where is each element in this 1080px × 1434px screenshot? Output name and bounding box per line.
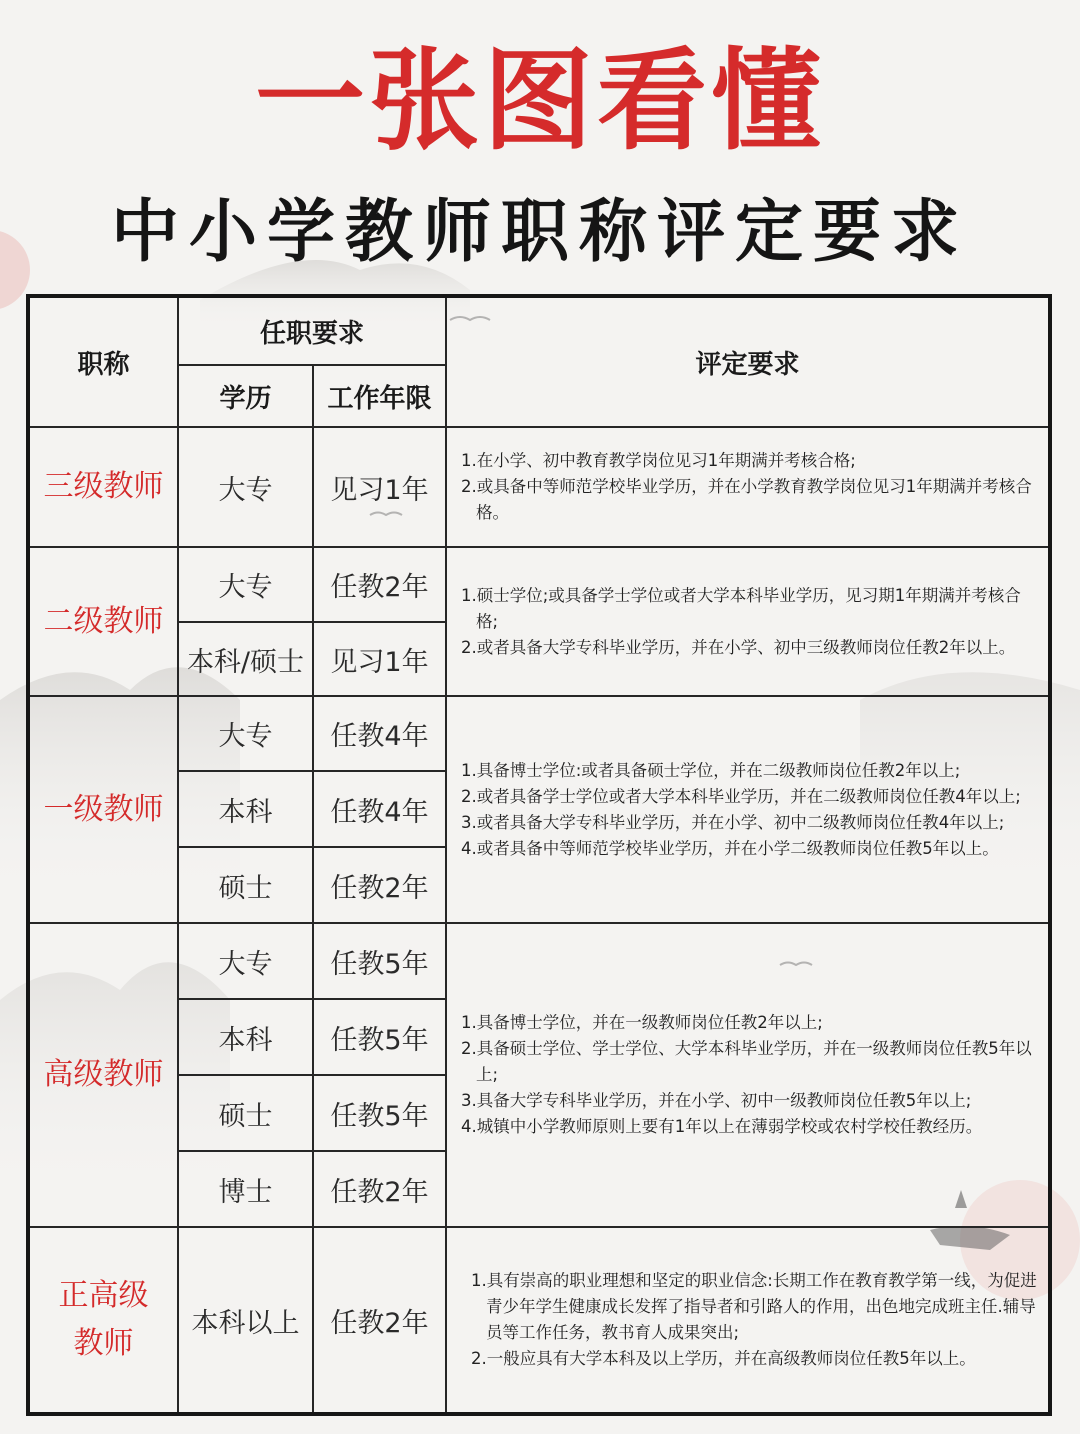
- requirement-item: 3.具备大学专科毕业学历，并在小学、初中一级教师岗位任教5年以上;: [461, 1091, 972, 1110]
- requirement-item: 1.具备博士学位:或者具备硕士学位，并在二级教师岗位任教2年以上;: [461, 760, 961, 780]
- page-title: 一张图看懂: [255, 37, 825, 165]
- years-cell: 任教2年: [330, 572, 429, 603]
- header-work-years: 工作年限: [327, 383, 432, 414]
- requirement-item: 1.在小学、初中教育教学岗位见习1年期满并考核合格;: [461, 451, 856, 470]
- requirements-level2: [447, 548, 1048, 695]
- title-line: 正高级: [58, 1278, 149, 1313]
- header-title-col: 职称: [77, 349, 130, 380]
- education-cell: 硕士: [218, 872, 273, 904]
- education-cell: 本科/硕士: [186, 646, 305, 678]
- title-level1: 一级教师: [43, 791, 164, 827]
- header-education: 学历: [219, 383, 272, 414]
- years-cell: 任教4年: [330, 721, 429, 752]
- years-cell: 任教5年: [330, 948, 429, 980]
- title-senior: 高级教师: [43, 1057, 164, 1092]
- requirements-senior: [447, 924, 1048, 1226]
- page-subtitle: 中小学教师职称评定要求: [110, 193, 969, 272]
- education-cell: 大专: [218, 721, 273, 752]
- education-cell: 博士: [218, 1176, 273, 1208]
- years-cell: 任教2年: [330, 1176, 429, 1208]
- requirements-level3: [447, 428, 1048, 546]
- education-cell: 硕士: [218, 1100, 273, 1132]
- requirement-item: 1.具备博士学位，并在一级教师岗位任教2年以上;: [461, 1013, 823, 1032]
- title-level3: 三级教师: [43, 469, 164, 504]
- requirement-item: 3.或者具备大学专科毕业学历，并在小学、初中二级教师岗位任教4年以上;: [461, 812, 1005, 832]
- years-cell: 见习1年: [330, 646, 429, 678]
- education-cell: 大专: [218, 572, 273, 603]
- title-line: 教师: [73, 1326, 134, 1361]
- requirement-item: 1.具有崇高的职业理想和坚定的职业信念:长期工作在教育教学第一线，为促进青少年学生健康成长发挥了指导者和引路人的作用，出色地完成班主任.辅导员等工作任务，教书育人成果突出;: [471, 1271, 1037, 1342]
- education-cell: 本科以上: [191, 1307, 300, 1339]
- requirement-item: 2.或者具备大学专科毕业学历，并在小学、初中三级教师岗位任教2年以上。: [461, 637, 1016, 657]
- education-cell: 本科: [218, 796, 273, 828]
- title-level2: 二级教师: [43, 603, 164, 639]
- years-cell: 任教5年: [330, 1100, 429, 1132]
- requirement-item: 2.一般应具有大学本科及以上学历，并在高级教师岗位任教5年以上。: [471, 1349, 976, 1368]
- requirement-item: 2.具备硕士学位、学士学位、大学本科毕业学历，并在一级教师岗位任教5年以上;: [461, 1039, 1032, 1084]
- requirements-full-senior: [447, 1228, 1048, 1412]
- requirements-level1: [447, 697, 1048, 922]
- years-cell: 任教5年: [330, 1024, 429, 1056]
- requirements-table: [26, 294, 1052, 1416]
- education-cell: 本科: [218, 1024, 273, 1056]
- years-cell: 任教4年: [330, 796, 429, 828]
- years-cell: 任教2年: [330, 872, 429, 904]
- requirement-item: 4.或者具备中等师范学校毕业学历，并在小学二级教师岗位任教5年以上。: [461, 838, 999, 858]
- requirement-item: 4.城镇中小学教师原则上要有1年以上在薄弱学校或农村学校任教经历。: [461, 1117, 983, 1136]
- requirement-item: 2.或具备中等师范学校毕业学历，并在小学教育教学岗位见习1年期满并考核合格。: [461, 477, 1032, 522]
- header-appointment-group: 任职要求: [259, 318, 364, 349]
- education-cell: 大专: [218, 948, 273, 980]
- title-full-senior: [30, 1228, 177, 1412]
- requirement-item: 2.或者具备学士学位或者大学本科毕业学历，并在二级教师岗位任教4年以上;: [461, 786, 1021, 806]
- years-cell: 任教2年: [330, 1307, 429, 1339]
- years-cell: 见习1年: [330, 474, 429, 506]
- header-evaluation: 评定要求: [695, 349, 800, 380]
- education-cell: 大专: [218, 474, 273, 506]
- requirement-item: 1.硕士学位;或具备学士学位或者大学本科毕业学历，见习期1年期满并考核合格;: [461, 585, 1021, 631]
